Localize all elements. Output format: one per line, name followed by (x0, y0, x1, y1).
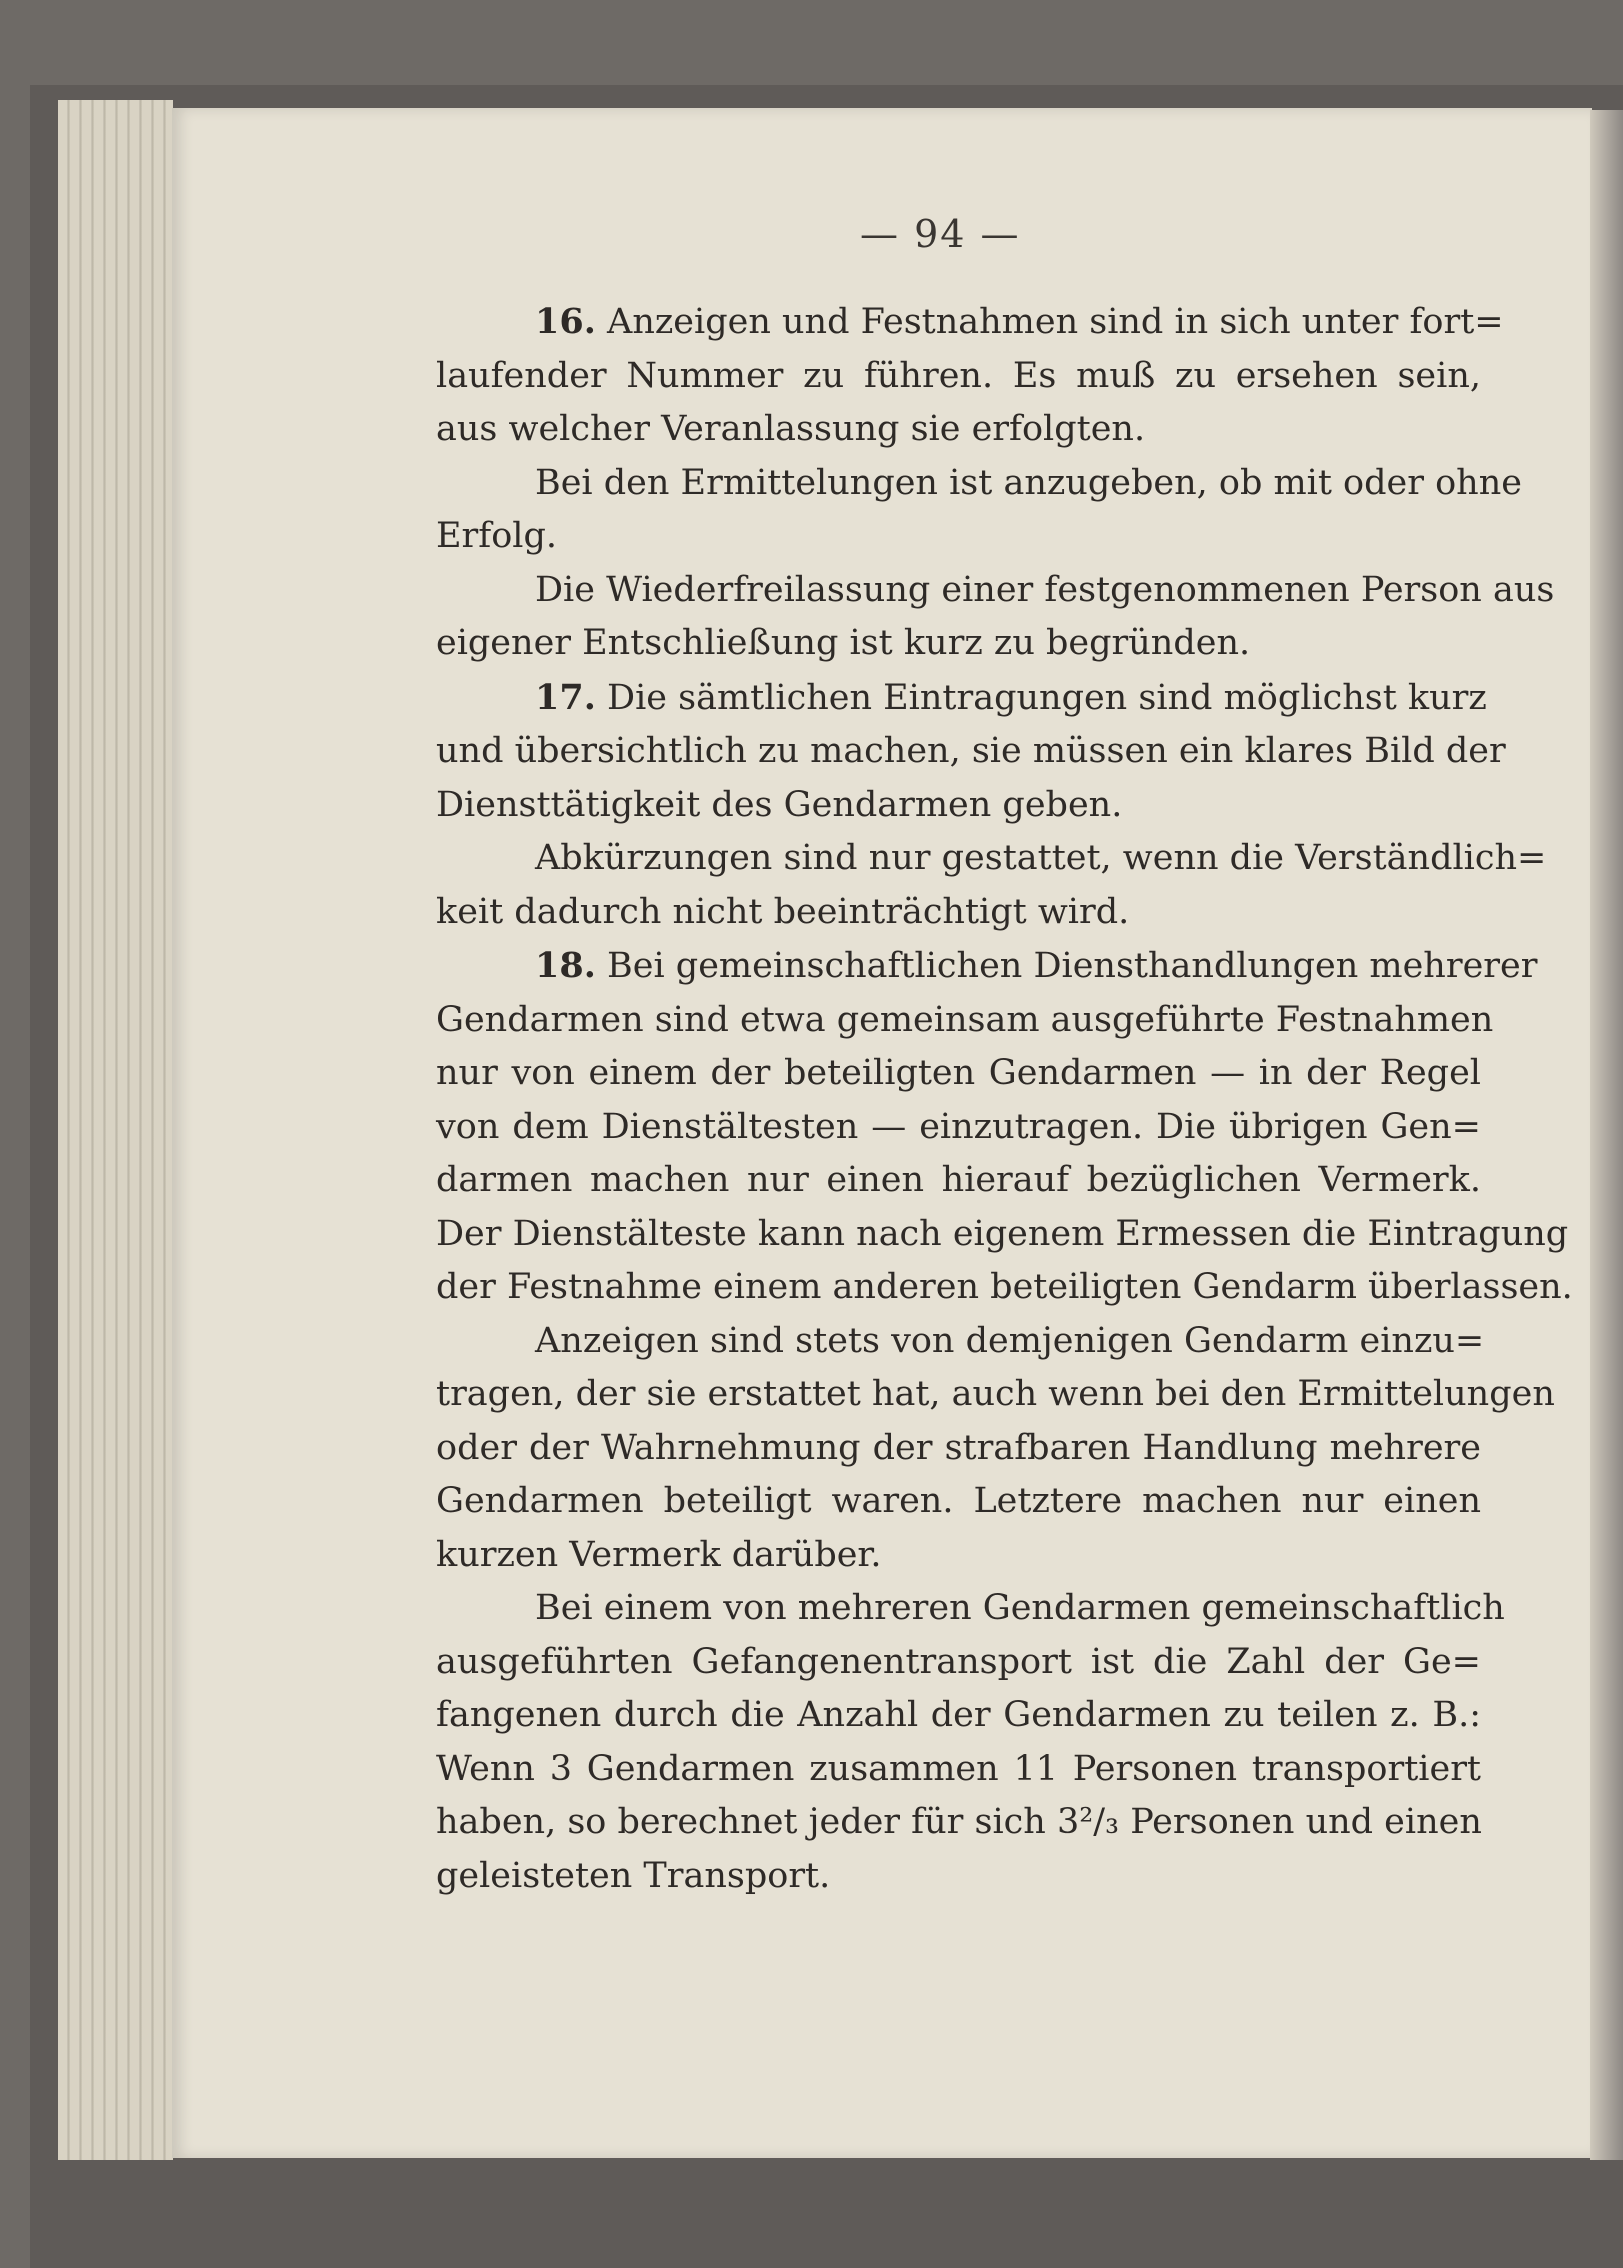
line-text: Anzeigen und Festnahmen sind in sich unter fort= (607, 302, 1504, 342)
text-line: geleisteten Transport. (436, 1855, 831, 1896)
paragraph (436, 295, 1504, 457)
text-line: Erfolg. (436, 516, 558, 556)
text-line: ausgeführten Gefangenentransport ist die Zahl der Ge= (436, 1641, 1481, 1682)
section-number: 17. (535, 676, 596, 718)
text-line: eigener Entschließung ist kurz zu begründen. (436, 623, 1251, 663)
page-edges (58, 100, 173, 2160)
paragraph (436, 1315, 1555, 1583)
text-line: aus welcher Veranlassung sie erfolgten. (436, 409, 1146, 449)
text-line: Bei den Ermittelungen ist anzugeben, ob mit oder ohne (535, 462, 1522, 503)
section-number: 16. (535, 301, 596, 342)
paragraph (436, 564, 1555, 671)
paragraph (436, 939, 1573, 1315)
text-line: Gendarmen sind etwa gemeinsam ausgeführte Festnahmen (436, 999, 1494, 1040)
paragraph (436, 832, 1547, 939)
text-line: keit dadurch nicht beeinträchtigt wird. (436, 891, 1130, 932)
paragraph (436, 457, 1522, 564)
paragraph (436, 1582, 1505, 1903)
text-line: kurzen Vermerk darüber. (436, 1534, 882, 1575)
text-line: haben, so berechnet jeder für sich 3²/₃ Personen und einen (436, 1802, 1482, 1842)
text-line (436, 671, 1487, 726)
text-line (436, 939, 1538, 994)
text-line: Anzeigen sind stets von demjenigen Gendarm einzu= (535, 1320, 1485, 1361)
text-line: Gendarmen beteiligt waren. Letztere machen nur einen (436, 1481, 1481, 1521)
line-text: Die sämtlichen Eintragungen sind möglichst kurz (607, 677, 1487, 718)
text-line: Diensttätigkeit des Gendarmen geben. (436, 784, 1123, 825)
text-line: der Festnahme einem anderen beteiligten Gendarm überlassen. (436, 1267, 1573, 1307)
text-line: tragen, der sie erstattet hat, auch wenn bei den Ermittelungen (436, 1374, 1555, 1414)
page-number: — 94 — (860, 212, 1021, 256)
text-line: fangenen durch die Anzahl der Gendarmen zu teilen z. B.: (436, 1695, 1481, 1735)
text-line: und übersichtlich zu machen, sie müssen ein klares Bild der (436, 731, 1506, 771)
text-line: oder der Wahrnehmung der strafbaren Handlung mehrere (436, 1427, 1481, 1468)
text-line: Der Dienstälteste kann nach eigenem Ermessen die Eintragung (436, 1213, 1569, 1254)
text-line: von dem Dienstältesten — einzutragen. Die übrigen Gen= (436, 1106, 1481, 1147)
facing-page-edge (1590, 110, 1623, 2160)
body-text (436, 295, 1573, 1903)
text-line: Die Wiederfreilassung einer festgenommenen Person aus (535, 569, 1555, 610)
section-number: 18. (535, 945, 596, 986)
text-line: Abkürzungen sind nur gestattet, wenn die Verständlich= (535, 838, 1547, 878)
text-line (436, 295, 1504, 350)
text-line: darmen machen nur einen hierauf bezüglichen Vermerk. (436, 1160, 1481, 1200)
paragraph (436, 671, 1506, 833)
text-line: laufender Nummer zu führen. Es muß zu ersehen sein, (436, 355, 1481, 396)
line-text: Bei gemeinschaftlichen Diensthandlungen mehrerer (607, 946, 1538, 986)
text-line: nur von einem der beteiligten Gendarmen — in der Regel (436, 1053, 1481, 1093)
text-line: Bei einem von mehreren Gendarmen gemeinschaftlich (535, 1588, 1505, 1628)
text-line: Wenn 3 Gendarmen zusammen 11 Personen transportiert (436, 1748, 1481, 1789)
